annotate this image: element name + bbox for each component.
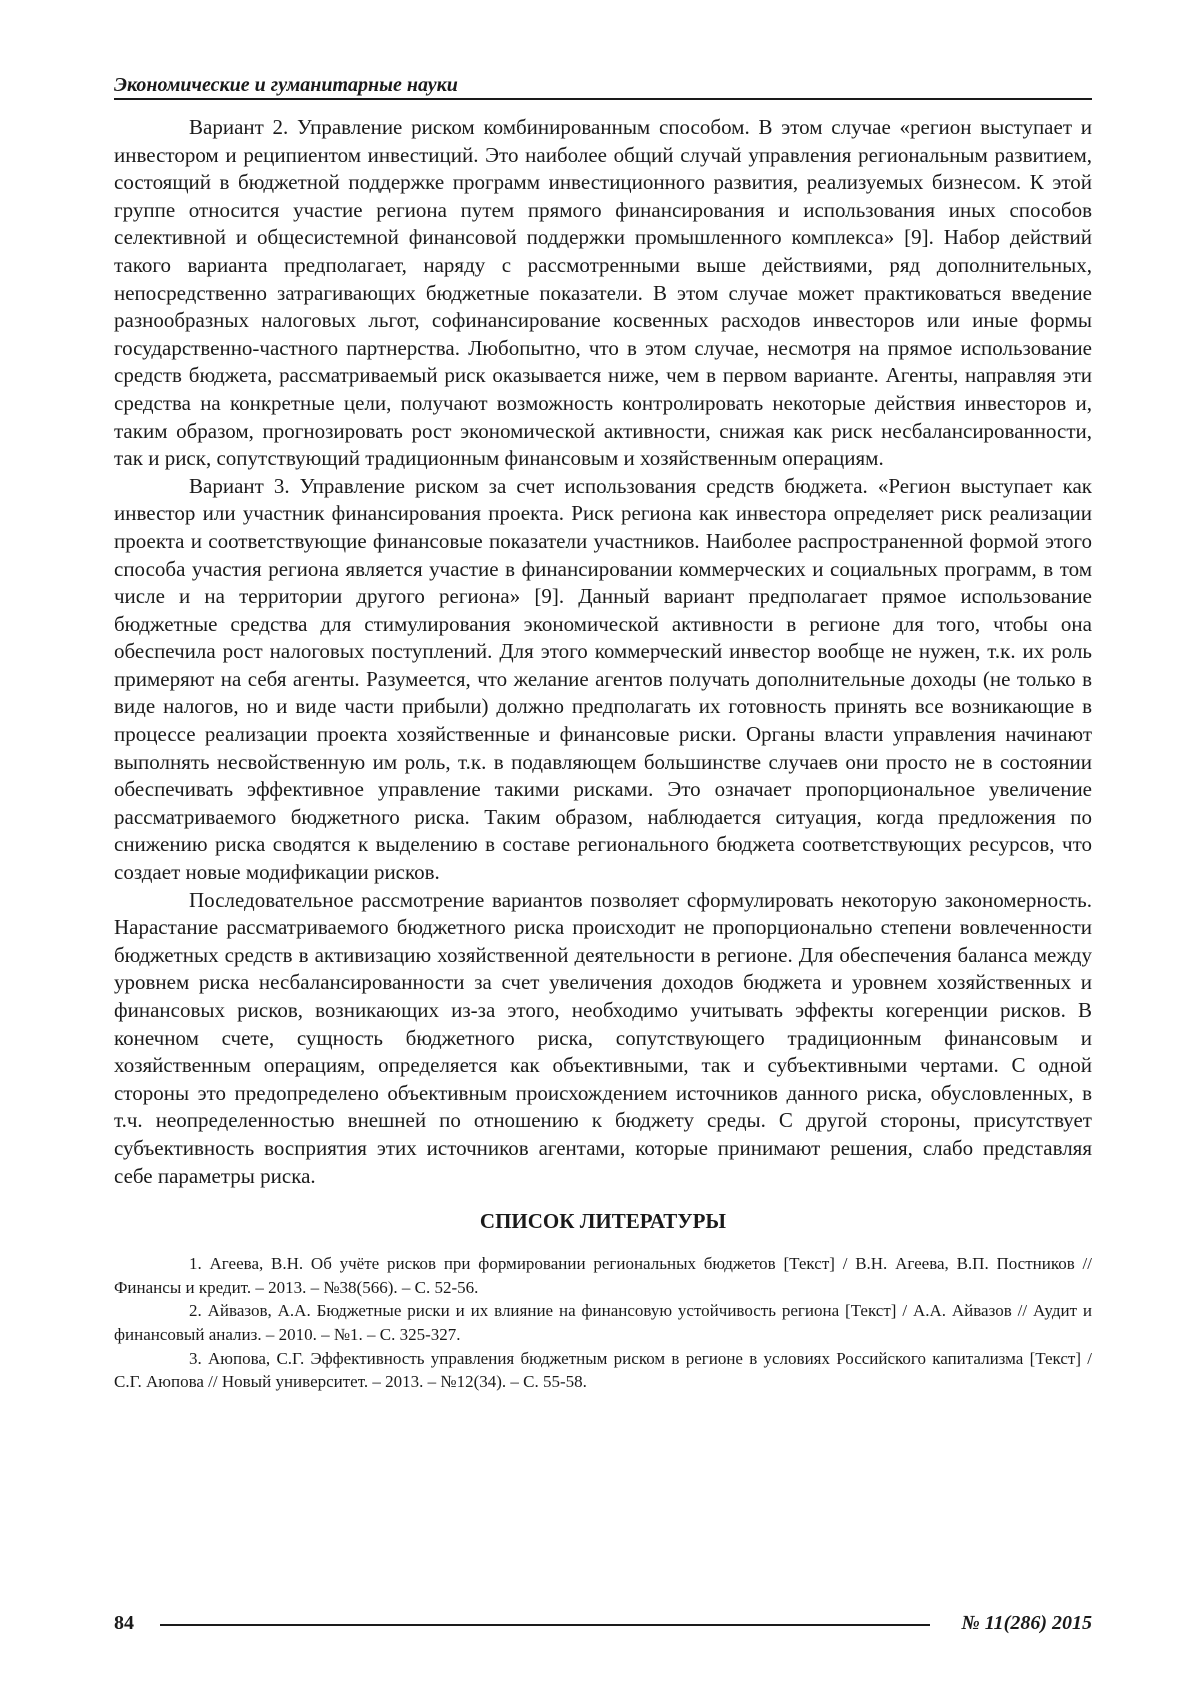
journal-page [0, 0, 1200, 1698]
paragraph-variant-3: Вариант 3. Управление риском за счет использования средств бюджета. «Регион выступает как инвестор или участник финансирования проекта. Риск региона как инвестора определяет риск реализации проекта и соответствующие финансовые показатели участников. Наиболее распространенной формой этого способа участия региона является участие в финансировании коммерческих и социальных программ, в том числе и на территории другого региона» [9]. Данный вариант предполагает прямое использование бюджетные средства для стимулирования экономической активности в регионе для того, чтобы она обеспечила рост налоговых поступлений. Для этого коммерческий инвестор вообще не нужен, т.к. их роль примеряют на себя агенты. Разумеется, что желание агентов получать дополнительные доходы (не только в виде налогов, но и виде части прибыли) должно предполагать их готовность принять все возникающие в процессе реализации проекта хозяйственные и финансовые риски. Органы власти управления начинают выполнять несвойственную им роль, т.к. в подавляющем большинстве случаев они просто не в состоянии обеспечивать эффективное управление такими рисками. Это означает пропорциональное увеличение рассматриваемого бюджетного риска. Таким образом, наблюдается ситуация, когда предложения по снижению риска сводятся к выделению в составе регионального бюджета соответствующих ресурсов, что создает новые модификации рисков. [114, 473, 1092, 887]
paragraph-conclusion: Последовательное рассмотрение вариантов позволяет сформулировать некоторую закономерность. Нарастание рассматриваемого бюджетного риска происходит не пропорционально степени вовлеченности бюджетных средств в активизацию хозяйственной деятельности в регионе. Для обеспечения баланса между уровнем риска несбалансированности за счет увеличения доходов бюджета и уровнем хозяйственных и финансовых рисков, возникающих из-за этого, необходимо учитывать эффекты когеренции рисков. В конечном счете, сущность бюджетного риска, сопутствующего традиционным финансовым и хозяйственным операциям, определяется как объективными, так и субъективными чертами. С одной стороны это предопределено объективным происхождением источников данного риска, обусловленных, в т.ч. неопределенностью внешней по отношению к бюджету среды. С другой стороны, присутствует субъективность восприятия этих источников агентами, которые принимают решения, слабо представляя себе параметры риска. [114, 887, 1092, 1191]
article-body [114, 114, 1092, 1394]
page-number: 84 [114, 1610, 134, 1636]
journal-section-title: Экономические и гуманитарные науки [114, 74, 1092, 96]
running-header [114, 74, 1092, 100]
references-heading: СПИСОК ЛИТЕРАТУРЫ [114, 1208, 1092, 1234]
reference-item: 2. Айвазов, А.А. Бюджетные риски и их влияние на финансовую устойчивость региона [Текст] / А.А. Айвазов // Аудит и финансовый анализ. – 2010. – №1. – С. 325-327. [114, 1299, 1092, 1346]
reference-item: 1. Агеева, В.Н. Об учёте рисков при формировании региональных бюджетов [Текст] / В.Н. Агеева, В.П. Постников // Финансы и кредит. – 2013. – №38(566). – С. 52-56. [114, 1252, 1092, 1299]
page-footer [114, 1610, 1092, 1638]
footer-divider [160, 1624, 930, 1626]
paragraph-variant-2: Вариант 2. Управление риском комбинированным способом. В этом случае «регион выступает и инвестором и реципиентом инвестиций. Это наиболее общий случай управления региональным развитием, состоящий в бюджетной поддержке программ инвестиционного развития, реализуемых бизнесом. К этой группе относится участие региона путем прямого финансирования и использования иных способов селективной и общесистемной финансовой поддержки промышленного комплекса» [9]. Набор действий такого варианта предполагает, наряду с рассмотренными выше действиями, ряд дополнительных, непосредственно затрагивающих бюджетные показатели. В этом случае может практиковаться введение разнообразных налоговых льгот, софинансирование косвенных расходов инвесторов или иные формы государственно-частного партнерства. Любопытно, что в этом случае, несмотря на прямое использование средств бюджета, рассматриваемый риск оказывается ниже, чем в первом варианте. Агенты, направляя эти средства на конкретные цели, получают возможность контролировать некоторые действия инвесторов и, таким образом, прогнозировать рост экономической активности, снижая как риск несбалансированности, так и риск, сопутствующий традиционным финансовым и хозяйственным операциям. [114, 114, 1092, 473]
issue-number: № 11(286) 2015 [961, 1610, 1092, 1636]
reference-item: 3. Аюпова, С.Г. Эффективность управления бюджетным риском в регионе в условиях Российского капитализма [Текст] / С.Г. Аюпова // Новый университет. – 2013. – №12(34). – С. 55-58. [114, 1347, 1092, 1394]
references-list [114, 1252, 1092, 1394]
